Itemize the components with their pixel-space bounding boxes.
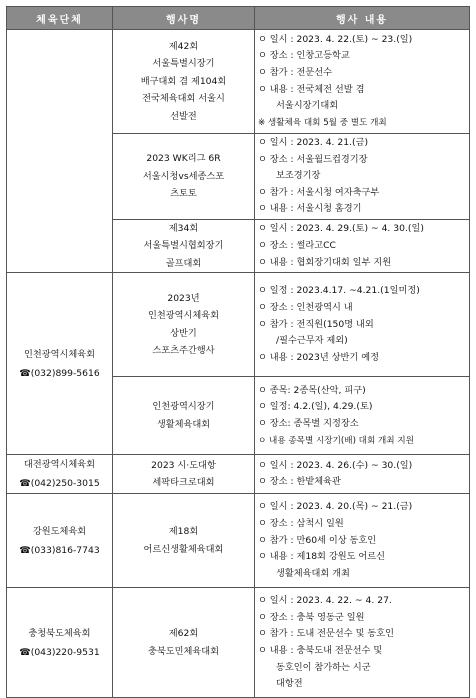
event-detail-line: ㅇ 일시 : 2023. 4. 22.(토) ~ 23.(일) xyxy=(258,33,413,45)
organization-cell xyxy=(7,30,113,273)
event-detail-line: ㅇ 참가 : 전문선수 xyxy=(258,66,332,78)
event-name-cell xyxy=(113,588,255,698)
event-detail-line: 대항전 xyxy=(276,678,303,690)
event-name-cell xyxy=(113,455,255,494)
header-organization: 체육단체 xyxy=(7,7,113,30)
event-detail-line: 서울시장기대회 xyxy=(276,100,339,112)
event-table-wrapper xyxy=(6,6,469,698)
event-detail-line: /필수근무자 제외) xyxy=(276,335,348,347)
organization-phone: ☎(042)250-3015 xyxy=(19,478,100,490)
event-detail-line: 생활체육대회 개최 xyxy=(276,567,350,579)
event-name-cell xyxy=(113,377,255,455)
header-event-details: 행사 내용 xyxy=(255,7,470,30)
organization-cell xyxy=(7,455,113,494)
organization-phone: ☎(032)899-5616 xyxy=(19,367,100,379)
event-name-line: 제34회 xyxy=(168,222,199,234)
event-detail-line: ㅇ 내용 종목별 시장기(배) 대회 개최 지원 xyxy=(258,435,414,446)
event-name-line: 제42회 xyxy=(168,40,199,52)
event-detail-line: 보조경기장 xyxy=(276,170,321,182)
organization-name: 대전광역시체육회 xyxy=(23,459,95,471)
event-name-line: 서울시청vs세종스포 xyxy=(142,170,225,182)
event-detail-line: ㅇ 장소 : 인창고등학교 xyxy=(258,50,350,62)
table-row xyxy=(7,588,470,698)
header-event-name: 행사명 xyxy=(113,7,255,30)
event-name-line: 인천광역시장기 xyxy=(152,401,215,413)
event-name-line: 2023 WK리그 6R xyxy=(146,153,221,165)
event-name-line: 인천광역시체육회 xyxy=(147,310,219,322)
event-detail-line: ㅇ 내용 : 서울시청 홈경기 xyxy=(258,203,362,215)
event-detail-line: ㅇ 장소 : 서울월드컵경기장 xyxy=(258,153,368,165)
event-detail-line: ㅇ 내용 : 협회장기대회 일부 지원 xyxy=(258,256,392,268)
event-detail-line: ㅇ 내용 : 충북도내 전문선수 및 xyxy=(258,644,383,656)
event-details-cell xyxy=(255,30,470,134)
event-name-cell xyxy=(113,219,255,273)
organization-cell xyxy=(7,588,113,698)
event-detail-line: ㅇ 참가 : 도내 전문선수 및 동호인 xyxy=(258,628,394,640)
event-detail-line: ㅇ 장소 : 충북 영동군 일원 xyxy=(258,611,365,623)
event-details-cell xyxy=(255,134,470,220)
event-detail-line: ㅇ 일시 : 2023. 4. 22. ~ 4. 27. xyxy=(258,595,392,607)
event-detail-line: ㅇ 참가 : 만60세 이상 동호인 xyxy=(258,534,377,546)
organization-name: 인천광역시체육회 xyxy=(23,348,95,360)
event-detail-line: ㅇ 일시 : 2023. 4. 29.(토) ~ 4. 30.(일) xyxy=(258,223,424,235)
table-row xyxy=(7,455,470,494)
event-name-line: 서울특별시협회장기 xyxy=(143,240,224,252)
event-name-line: 2023년 xyxy=(167,292,200,304)
organization-cell xyxy=(7,494,113,588)
event-detail-line: ㅇ 종목: 2종목(산악, 피구) xyxy=(258,384,366,396)
event-name-line: 충북도민체육대회 xyxy=(147,645,219,657)
event-name-line: 어르신생활체육대회 xyxy=(143,543,224,555)
event-detail-line: ㅇ 참가 : 전직원(150명 내외 xyxy=(258,318,374,330)
event-details-cell xyxy=(255,377,470,455)
table-row xyxy=(7,494,470,588)
table-body xyxy=(7,30,470,698)
event-detail-line: ㅇ 일정 : 2023.4.17. ~4.21.(1일미정) xyxy=(258,285,420,297)
event-detail-line: ㅇ 일시 : 2023. 4. 20.(목) ~ 21.(금) xyxy=(258,501,413,513)
event-name-cell xyxy=(113,494,255,588)
organization-phone: ☎(043)220-9531 xyxy=(19,646,100,658)
event-detail-line: ㅇ 내용 : 2023년 상반기 예정 xyxy=(258,351,379,363)
event-name-line: 스포츠주간행사 xyxy=(152,345,215,357)
event-name-line: 2023 시·도대항 xyxy=(151,459,216,471)
event-name-cell xyxy=(113,134,255,220)
event-details-cell xyxy=(255,588,470,698)
table-header-row xyxy=(7,7,470,30)
event-details-cell xyxy=(255,219,470,273)
event-details-cell xyxy=(255,494,470,588)
event-name-line: 서울특별시장기 xyxy=(152,58,215,70)
event-detail-line: ㅇ 내용 : 제18회 강원도 어르신 xyxy=(258,551,386,563)
organization-phone: ☎(033)816-7743 xyxy=(19,544,100,556)
table-row xyxy=(7,30,470,134)
event-detail-line: ㅇ 일정: 4.2.(일), 4.29.(토) xyxy=(258,401,373,413)
event-name-line: 골프대회 xyxy=(165,257,202,269)
event-name-line: 전국체육대회 서울시 xyxy=(142,93,225,105)
event-name-cell xyxy=(113,273,255,377)
event-detail-line: ㅇ 장소 : 인천광역시 내 xyxy=(258,302,353,314)
event-detail-line: ※ 생활체육 대회 5월 중 별도 개최 xyxy=(258,117,387,128)
event-detail-line: ㅇ 장소: 종목별 지정장소 xyxy=(258,417,359,429)
event-detail-line: ㅇ 일시 : 2023. 4. 21.(금) xyxy=(258,137,369,148)
organization-name: 충청북도체육회 xyxy=(28,627,91,639)
event-detail-line: ㅇ 장소 : 썰라고CC xyxy=(258,239,336,251)
event-detail-line: ㅇ 내용 : 전국체전 선발 겸 xyxy=(258,83,365,95)
event-details-cell xyxy=(255,455,470,494)
event-detail-line: ㅇ 장소 : 삼척시 일원 xyxy=(258,518,344,530)
event-name-cell xyxy=(113,30,255,134)
event-name-line: 상반기 xyxy=(170,327,197,339)
event-detail-line: ㅇ 일시 : 2023. 4. 26.(수) ~ 30.(일) xyxy=(258,459,413,471)
event-name-line: 세팍타크로대회 xyxy=(152,477,215,489)
event-name-line: 배구대회 겸 제104회 xyxy=(140,75,227,87)
event-name-line: 츠토토 xyxy=(170,188,197,200)
event-name-line: 생활체육대회 xyxy=(156,418,211,430)
table-row xyxy=(7,273,470,377)
event-table xyxy=(6,6,470,698)
event-name-line: 선발전 xyxy=(170,110,197,122)
event-details-cell xyxy=(255,273,470,377)
organization-cell xyxy=(7,273,113,455)
event-detail-line: ㅇ 참가 : 서울시청 여자축구부 xyxy=(258,186,380,198)
organization-name: 강원도체육회 xyxy=(32,525,87,537)
event-detail-line: 동호인이 참가하는 시군 xyxy=(276,661,371,673)
event-detail-line: ㅇ 장소 : 한밭체육관 xyxy=(258,476,341,488)
event-name-line: 제62회 xyxy=(168,628,199,640)
event-name-line: 제18회 xyxy=(168,526,199,538)
